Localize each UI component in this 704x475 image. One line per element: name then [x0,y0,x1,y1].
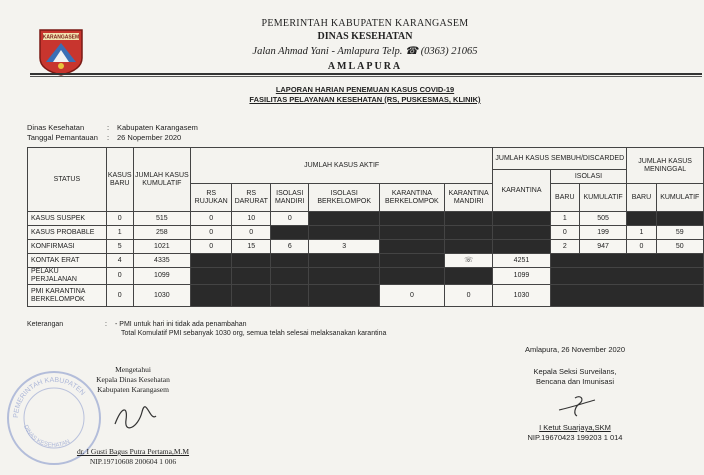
signature-left-icon [110,402,160,432]
meta-value-office: Kabupaten Karangasem [117,123,198,132]
header-rs-rujukan: RS RUJUKAN [190,184,231,212]
svg-text:PEMERINTAH KABUPATEN: PEMERINTAH KABUPATEN [12,376,86,419]
header-karantina-berkelompok: KARANTINA BERKELOMPOK [379,184,444,212]
karangasem-emblem-icon [36,28,86,76]
header-meninggal-kumulatif: KUMULATIF [656,184,703,212]
svg-text:KARANGASEM: KARANGASEM [42,34,80,41]
header-isolasi-baru: BARU [550,184,579,212]
sign-left-l3: Kabupaten Karangasem [97,385,169,394]
letterhead-divider [30,73,702,75]
sign-right-l1: Kepala Seksi Surveilans, [533,367,617,376]
meta-value-date: 26 Nopember 2020 [117,133,182,142]
meta-sep: : [107,123,110,132]
table-row: PELAKU PERJALANAN 0 1099 1099 [28,268,704,285]
notes-line2: Total Komulatif PMI sebanyak 1030 org, semua telah selesai melaksanakan karantina [121,330,387,337]
letterhead-department: DINAS KESEHATAN [317,31,413,42]
covid-report-table [27,147,704,307]
signature-right-icon [555,392,600,420]
header-isolasi-mandiri: ISOLASI MANDIRI [271,184,309,212]
table-row: PMI KARANTINA BERKELOMPOK 0 1030 0 0 1030 [28,285,704,307]
header-meninggal-baru: BARU [627,184,656,212]
sign-left-name: dr. I Gusti Bagus Putra Pertama,M.M [76,447,190,456]
report-title-line2: FASILITAS PELAYANAN KESEHATAN (RS, PUSKESMAS, KLINIK) [249,95,481,104]
report-title-line1: LAPORAN HARIAN PENEMUAN KASUS COVID-19 [275,85,455,94]
header-rs-darurat: RS DARURAT [232,184,271,212]
header-kasus-baru: KASUS BARU [106,148,133,212]
header-isolasi-kumulatif: KUMULATIF [579,184,626,212]
header-jumlah-kumulatif: JUMLAH KASUS KUMULATIF [133,148,190,212]
meta-label-date: Tanggal Pemantauan [27,133,98,142]
report-title [200,85,530,105]
letterhead-divider-thin [30,76,702,77]
letterhead-address: Jalan Ahmad Yani - Amlapura Telp. ☎ (0363) 21065 [252,46,478,57]
svg-text:DINAS KESEHATAN: DINAS KESEHATAN [22,424,72,449]
table-row: KASUS SUSPEK 0 515 0 10 0 1 505 [28,212,704,226]
table-row: KONTAK ERAT 4 4335 ☏ 4251 [28,254,704,268]
sign-right-nip: NIP.19670423 199203 1 014 [527,433,623,442]
notes-label: Keterangan [27,321,64,328]
meta-label-office: Dinas Kesehatan [27,123,85,132]
sign-left-nip: NIP.19710608 200604 1 006 [89,457,177,466]
letterhead-government: PEMERINTAH KABUPATEN KARANGASEM [261,18,469,29]
table-row: KONFIRMASI 5 1021 0 15 6 3 2 947 0 50 [28,240,704,254]
letterhead-city: AMLAPURA [327,61,403,72]
sign-right-name: I Ketut Suarjaya,SKM [539,423,611,432]
letterhead [200,18,530,72]
header-karantina-mandiri: KARANTINA MANDIRI [444,184,492,212]
header-isolasi: ISOLASI [550,170,627,184]
table-row: KASUS PROBABLE 1 258 0 0 0 199 1 59 [28,226,704,240]
sign-left-l2: Kepala Dinas Kesehatan [96,375,170,384]
header-kasus-aktif: JUMLAH KASUS AKTIF [190,148,492,184]
notes-line1: - PMI untuk hari ini tidak ada penambahan [115,321,247,328]
header-karantina: KARANTINA [493,170,550,212]
header-status: STATUS [28,148,107,212]
sign-right-l2: Bencana dan Imunisasi [536,377,614,386]
header-sembuh: JUMLAH KASUS SEMBUH/DISCARDED [493,148,627,170]
header-meninggal: JUMLAH KASUS MENINGGAL [627,148,704,184]
sign-left-l1: Mengetahui [115,365,151,374]
meta-sep: : [107,133,110,142]
notes-sep: : [105,321,107,328]
report-meta [27,123,198,143]
header-isolasi-berkelompok: ISOLASI BERKELOMPOK [309,184,379,212]
sign-right-date: Amlapura, 26 November 2020 [524,345,626,354]
